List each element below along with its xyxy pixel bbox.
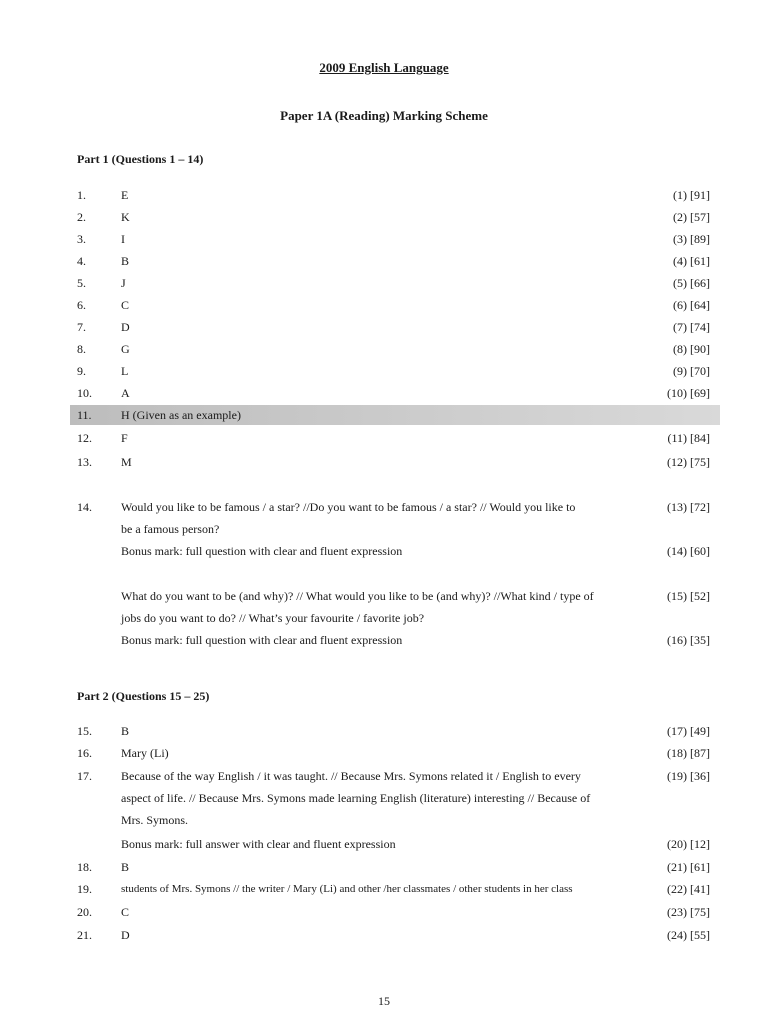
question-number: 12. bbox=[77, 431, 92, 445]
mark-text: (7) [74] bbox=[673, 320, 710, 334]
mark-text: (8) [90] bbox=[673, 342, 710, 356]
q14-answer-b-line2: jobs do you want to do? // What’s your favourite / favorite job? bbox=[121, 611, 425, 625]
mark-text: (24) [55] bbox=[667, 928, 710, 942]
question-number: 18. bbox=[77, 860, 92, 874]
q17-bonus: Bonus mark: full answer with clear and fluent expression bbox=[121, 837, 396, 851]
mark-text: (10) [69] bbox=[667, 386, 710, 400]
answer-row-5 bbox=[0, 273, 768, 293]
answer-text: F bbox=[121, 431, 128, 445]
question-number: 1. bbox=[77, 188, 86, 202]
mark-text: (12) [75] bbox=[667, 455, 710, 469]
question-number: 6. bbox=[77, 298, 86, 312]
answer-text: A bbox=[121, 386, 130, 400]
question-number: 14. bbox=[77, 500, 92, 514]
answer-text: B bbox=[121, 254, 130, 268]
q17-answer-line3: Mrs. Symons. bbox=[121, 813, 189, 827]
answer-row-21 bbox=[0, 925, 768, 945]
mark-text: (4) [61] bbox=[673, 254, 710, 268]
q17-answer-line2: aspect of life. // Because Mrs. Symons made learning English (literature) interesting // Because of bbox=[121, 791, 591, 805]
question-number: 10. bbox=[77, 386, 92, 400]
answer-text: K bbox=[121, 210, 130, 224]
answer-row-18 bbox=[0, 857, 768, 877]
answer-row-6 bbox=[0, 295, 768, 315]
mark-text: (21) [61] bbox=[667, 860, 710, 874]
answer-text: B bbox=[121, 724, 130, 738]
question-number: 4. bbox=[77, 254, 86, 268]
mark-text: (22) [41] bbox=[667, 882, 710, 896]
mark-text: (1) [91] bbox=[673, 188, 710, 202]
page-number: 15 bbox=[378, 994, 390, 1008]
answer-text: I bbox=[121, 232, 125, 246]
answer-text: students of Mrs. Symons // the writer / Mary (Li) and other /her classmates / other students in her class bbox=[121, 883, 573, 895]
answer-row-12 bbox=[0, 428, 768, 448]
mark-text: (14) [60] bbox=[667, 544, 710, 558]
question-number: 19. bbox=[77, 882, 92, 896]
mark-text: (2) [57] bbox=[673, 210, 710, 224]
mark-text: (20) [12] bbox=[667, 837, 710, 851]
mark-text: (18) [87] bbox=[667, 746, 710, 760]
document-subtitle: Paper 1A (Reading) Marking Scheme bbox=[280, 108, 488, 123]
answer-text: J bbox=[121, 276, 126, 290]
answer-text: E bbox=[121, 188, 129, 202]
q14-answer-b-line1: What do you want to be (and why)? // What would you like to be (and why)? //What kind / type of bbox=[121, 589, 594, 603]
question-number: 5. bbox=[77, 276, 86, 290]
answer-row-4 bbox=[0, 251, 768, 271]
mark-text: (23) [75] bbox=[667, 905, 710, 919]
answer-row-9 bbox=[0, 361, 768, 381]
question-number: 17. bbox=[77, 769, 92, 783]
mark-text: (5) [66] bbox=[673, 276, 710, 290]
question-number: 13. bbox=[77, 455, 92, 469]
answer-text: Mary (Li) bbox=[121, 746, 169, 760]
answer-text: L bbox=[121, 364, 129, 378]
mark-text: (3) [89] bbox=[673, 232, 710, 246]
question-number: 21. bbox=[77, 928, 92, 942]
document-title: 2009 English Language bbox=[319, 60, 449, 75]
answer-text: B bbox=[121, 860, 130, 874]
question-number: 2. bbox=[77, 210, 86, 224]
question-number: 15. bbox=[77, 724, 92, 738]
mark-text: (19) [36] bbox=[667, 769, 710, 783]
answer-text: M bbox=[121, 455, 132, 469]
answer-row-8 bbox=[0, 339, 768, 359]
question-number: 3. bbox=[77, 232, 86, 246]
mark-text: (15) [52] bbox=[667, 589, 710, 603]
part2-heading: Part 2 (Questions 15 – 25) bbox=[77, 689, 210, 703]
q14-bonus-a: Bonus mark: full question with clear and fluent expression bbox=[121, 544, 403, 558]
answer-row-11-example bbox=[70, 405, 720, 425]
answer-row-10 bbox=[0, 383, 768, 403]
answer-row-20 bbox=[0, 902, 768, 922]
answer-row-7 bbox=[0, 317, 768, 337]
answer-row-3 bbox=[0, 229, 768, 249]
answer-row-16 bbox=[0, 743, 768, 763]
q14-answer-a-line2: be a famous person? bbox=[121, 522, 220, 536]
answer-text: H (Given as an example) bbox=[121, 408, 241, 422]
answer-row-13 bbox=[0, 452, 768, 472]
question-number: 9. bbox=[77, 364, 86, 378]
answer-row-2 bbox=[0, 207, 768, 227]
mark-text: (6) [64] bbox=[673, 298, 710, 312]
question-number: 20. bbox=[77, 905, 92, 919]
q17-answer-line1: Because of the way English / it was taught. // Because Mrs. Symons related it / English to every bbox=[121, 769, 581, 783]
q14-bonus-b: Bonus mark: full question with clear and fluent expression bbox=[121, 633, 403, 647]
mark-text: (16) [35] bbox=[667, 633, 710, 647]
q14-answer-a-line1: Would you like to be famous / a star? //Do you want to be famous / a star? // Would you like to bbox=[121, 500, 576, 514]
answer-row-15 bbox=[0, 721, 768, 741]
answer-row-19 bbox=[0, 879, 768, 899]
mark-text: (11) [84] bbox=[667, 431, 710, 445]
question-number: 16. bbox=[77, 746, 92, 760]
question-number: 7. bbox=[77, 320, 86, 334]
answer-text: G bbox=[121, 342, 130, 356]
answer-row-1 bbox=[0, 185, 768, 205]
question-number: 8. bbox=[77, 342, 86, 356]
answer-text: D bbox=[121, 928, 130, 942]
part1-heading: Part 1 (Questions 1 – 14) bbox=[77, 152, 204, 166]
answer-text: C bbox=[121, 905, 130, 919]
mark-text: (9) [70] bbox=[673, 364, 710, 378]
mark-text: (13) [72] bbox=[667, 500, 710, 514]
answer-text: C bbox=[121, 298, 130, 312]
mark-text: (17) [49] bbox=[667, 724, 710, 738]
question-number: 11. bbox=[77, 408, 92, 422]
answer-text: D bbox=[121, 320, 130, 334]
